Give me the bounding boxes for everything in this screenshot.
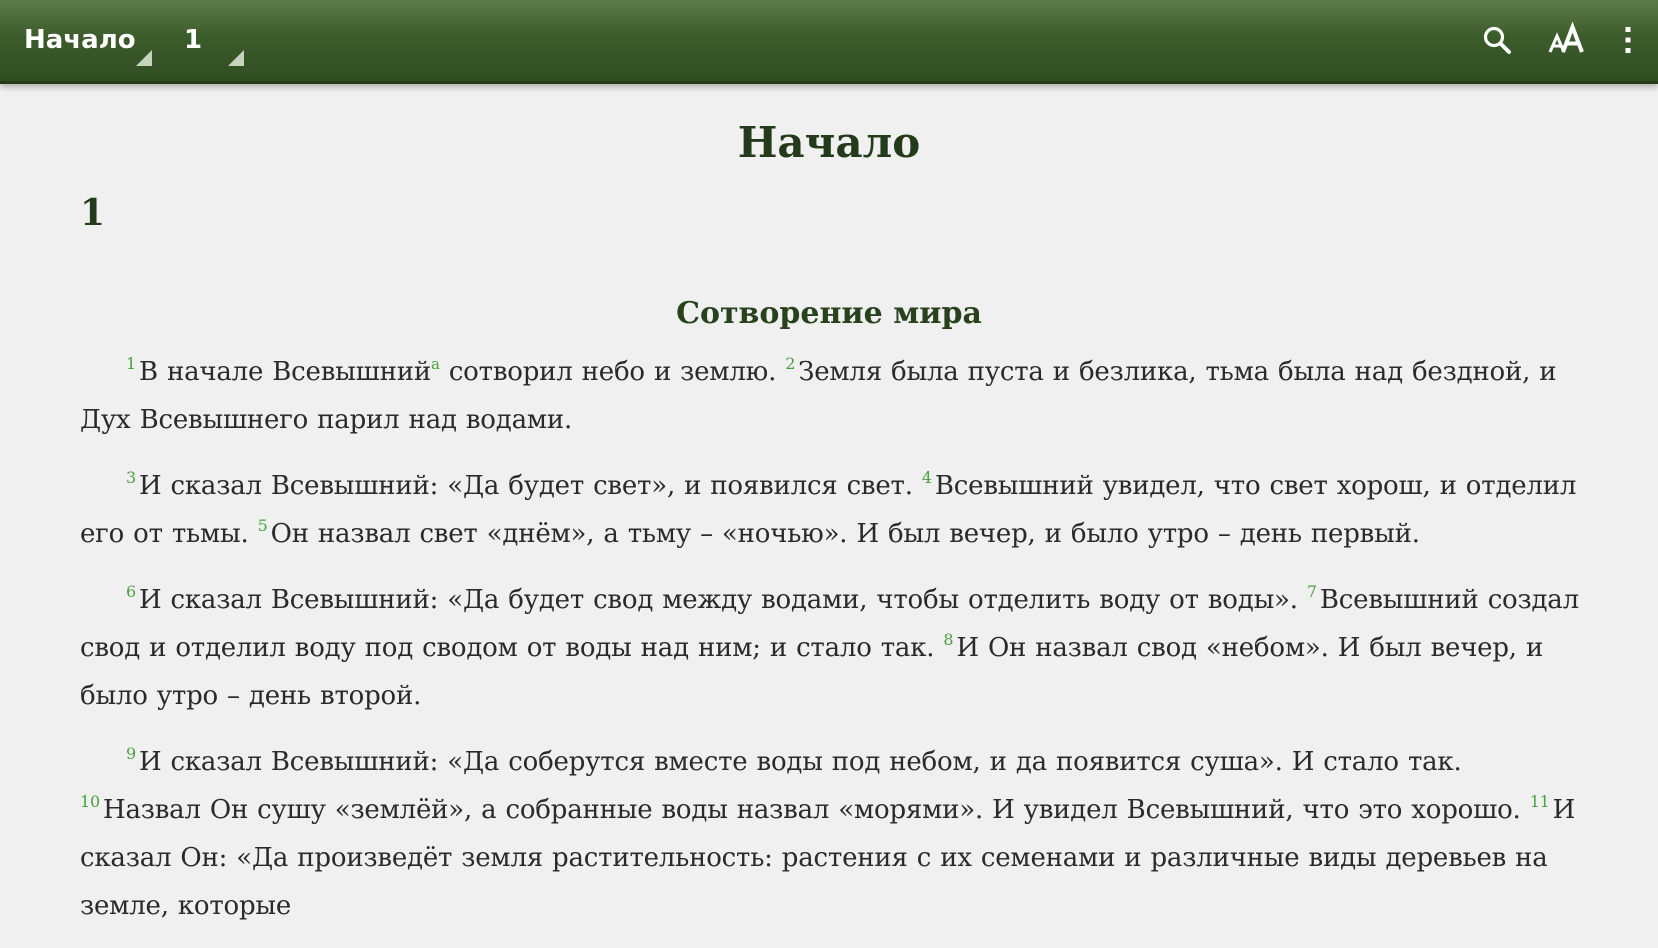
verse-number[interactable]: 7 [1306,582,1317,601]
verse-number[interactable]: 4 [921,468,932,487]
verse-number[interactable]: 11 [1529,792,1550,811]
section-heading: Сотворение мира [676,296,982,331]
verse-text: И сказал Всевышний: «Да будет свод между водами, чтобы отделить воду от воды». [138,585,1307,615]
paragraph [80,348,1580,444]
verse-number[interactable]: 5 [257,516,268,535]
verse-number[interactable]: 10 [80,792,100,811]
verse-number[interactable]: 1 [126,354,136,373]
verse-text: И сказал Всевышний: «Да будет свет», и появился свет. [138,471,922,501]
verse-text: И Он назвал свод «небом». И был вечер, и было утро – день второй. [80,633,1544,711]
chapter-selector-label: 1 [184,25,203,55]
book-selector[interactable] [24,0,152,80]
chapter-selector[interactable] [184,0,244,80]
book-title: Начало [737,118,921,167]
action-buttons [1462,0,1658,80]
verse-number[interactable]: 9 [126,744,136,763]
verse-number[interactable]: 2 [785,354,796,373]
verse-number[interactable]: 3 [126,468,136,487]
text-size-icon [1547,24,1587,56]
verse-text: сотворил небо и землю. [439,357,786,387]
verse-text: И сказал Всевышний: «Да соберутся вместе воды под небом, и да появится суша». И стало так. [138,747,1462,777]
action-bar [0,0,1658,84]
footnote-marker[interactable]: a [431,355,440,373]
scripture-text [80,348,1580,948]
paragraph [80,462,1580,558]
paragraph [80,576,1580,720]
overflow-menu-button[interactable] [1602,0,1654,80]
verse-text: Он назвал свет «днём», а тьму – «ночью». И был вечер, и было утро – день первый. [270,519,1420,549]
paragraph [80,738,1580,930]
verse-text: И сказал Он: «Да произведёт земля растительность: растения с их семенами и различные виды деревьев на земле, которые [80,795,1576,921]
reading-pane[interactable] [0,84,1658,921]
verse-text: В начале Всевышний [138,357,431,387]
search-button[interactable] [1462,0,1532,80]
verse-number[interactable]: 8 [943,630,954,649]
verse-text: Земля была пуста и безлика, тьма была над бездной, и Дух Всевышнего парил над водами. [80,357,1557,435]
dropdown-triangle-icon [136,50,152,66]
verse-number[interactable]: 6 [126,582,136,601]
text-size-button[interactable] [1532,0,1602,80]
more-vertical-icon [1623,24,1633,56]
search-icon [1481,24,1513,56]
verse-text: Всевышний создал свод и отделил воду под сводом от воды над ним; и стало так. [80,585,1579,663]
book-selector-label: Начало [24,25,136,55]
chapter-number: 1 [80,192,106,234]
dropdown-triangle-icon [228,50,244,66]
verse-text: Назвал Он сушу «землёй», а собранные воды назвал «морями». И увидел Всевышний, что это хорошо. [102,795,1530,825]
verse-text: Всевышний увидел, что свет хорош, и отделил его от тьмы. [80,471,1577,549]
